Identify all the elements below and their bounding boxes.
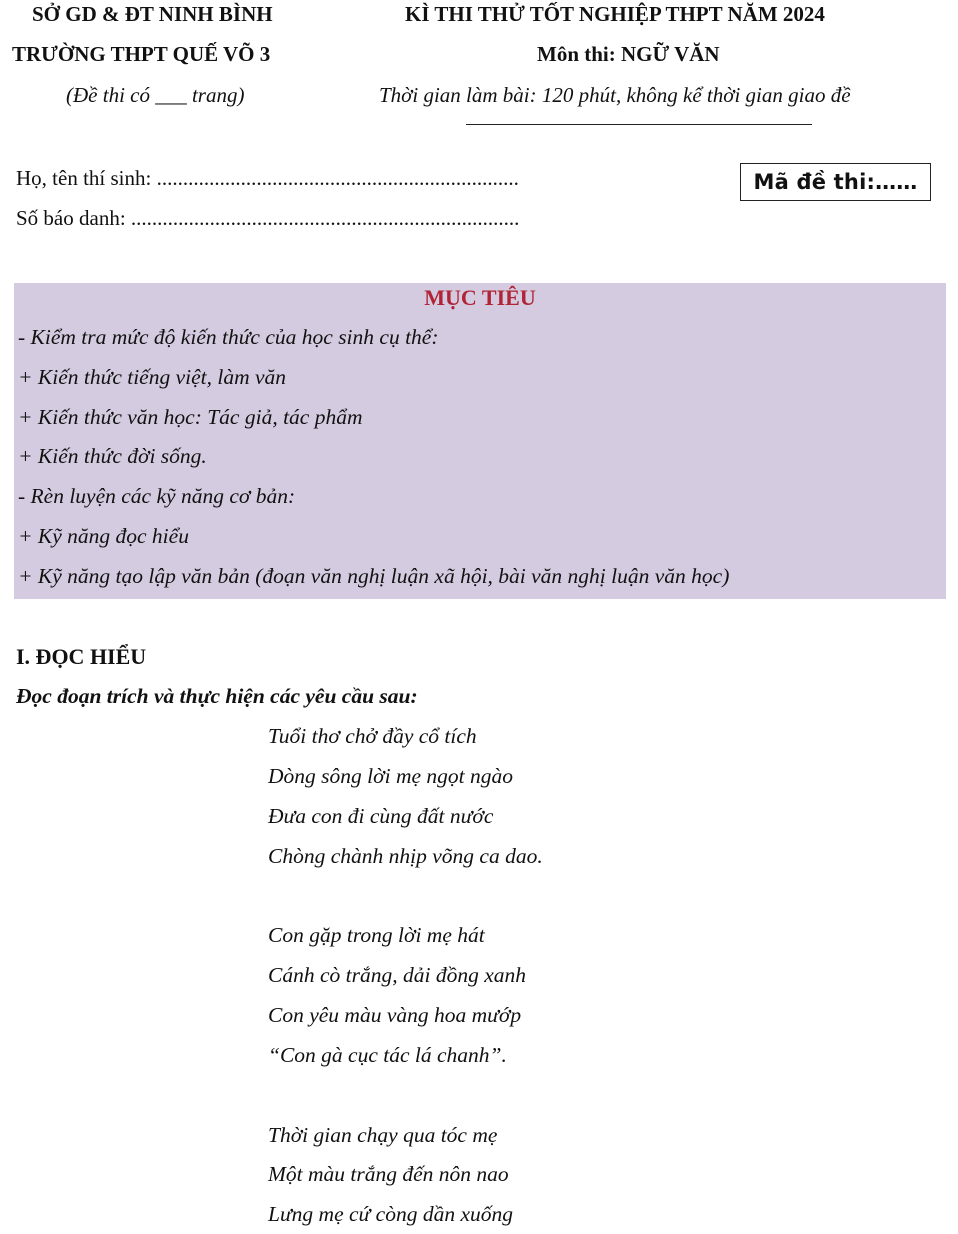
header-divider bbox=[466, 124, 812, 125]
department-name: SỞ GD & ĐT NINH BÌNH bbox=[32, 2, 273, 26]
objective-line: - Rèn luyện các kỹ năng cơ bản: bbox=[18, 484, 296, 508]
poem-line: Thời gian chạy qua tóc mẹ bbox=[268, 1123, 498, 1147]
poem-line: Con yêu màu vàng hoa mướp bbox=[268, 1003, 522, 1027]
exam-duration: Thời gian làm bài: 120 phút, không kể thời gian giao đề bbox=[379, 83, 851, 107]
exam-code-label: Mã đề thi:…… bbox=[753, 170, 918, 194]
exam-subject: Môn thi: NGỮ VĂN bbox=[537, 42, 720, 66]
poem-line: Tuổi thơ chở đầy cổ tích bbox=[268, 724, 477, 748]
objective-line: + Kiến thức tiếng việt, làm văn bbox=[18, 365, 287, 389]
candidate-name-field: Họ, tên thí sinh: ..................................................................... bbox=[16, 166, 519, 190]
objective-line: + Kỹ năng đọc hiểu bbox=[18, 524, 189, 548]
poem-line: Chòng chành nhịp võng ca dao. bbox=[268, 844, 543, 868]
objectives-title: MỤC TIÊU bbox=[424, 285, 536, 310]
poem-line: Đưa con đi cùng đất nước bbox=[268, 804, 494, 828]
section-instruction: Đọc đoạn trích và thực hiện các yêu cầu sau: bbox=[16, 684, 418, 708]
poem-line: “Con gà cục tác lá chanh”. bbox=[268, 1043, 507, 1067]
objective-line: + Kiến thức văn học: Tác giả, tác phẩm bbox=[18, 405, 363, 429]
exam-code-box bbox=[740, 163, 931, 201]
poem-line: Một màu trắng đến nôn nao bbox=[268, 1162, 509, 1186]
poem-line: Lưng mẹ cứ còng dần xuống bbox=[268, 1202, 513, 1226]
objective-line: - Kiểm tra mức độ kiến thức của học sinh cụ thể: bbox=[18, 325, 439, 349]
section-title: I. ĐỌC HIỂU bbox=[16, 644, 147, 669]
poem-line: Con gặp trong lời mẹ hát bbox=[268, 923, 485, 947]
school-name: TRƯỜNG THPT QUẾ VÕ 3 bbox=[12, 42, 271, 66]
exam-title: KÌ THI THỬ TỐT NGHIỆP THPT NĂM 2024 bbox=[405, 2, 825, 26]
objective-line: + Kỹ năng tạo lập văn bản (đoạn văn nghị luận xã hội, bài văn nghị luận văn học) bbox=[18, 564, 730, 588]
objectives-panel bbox=[14, 283, 946, 599]
candidate-id-field: Số báo danh: .......................................................................... bbox=[16, 206, 520, 230]
poem-line: Cánh cò trắng, dải đồng xanh bbox=[268, 963, 526, 987]
pages-note: (Đề thi có ___ trang) bbox=[66, 83, 245, 107]
poem-line: Dòng sông lời mẹ ngọt ngào bbox=[268, 764, 513, 788]
objective-line: + Kiến thức đời sống. bbox=[18, 444, 207, 468]
